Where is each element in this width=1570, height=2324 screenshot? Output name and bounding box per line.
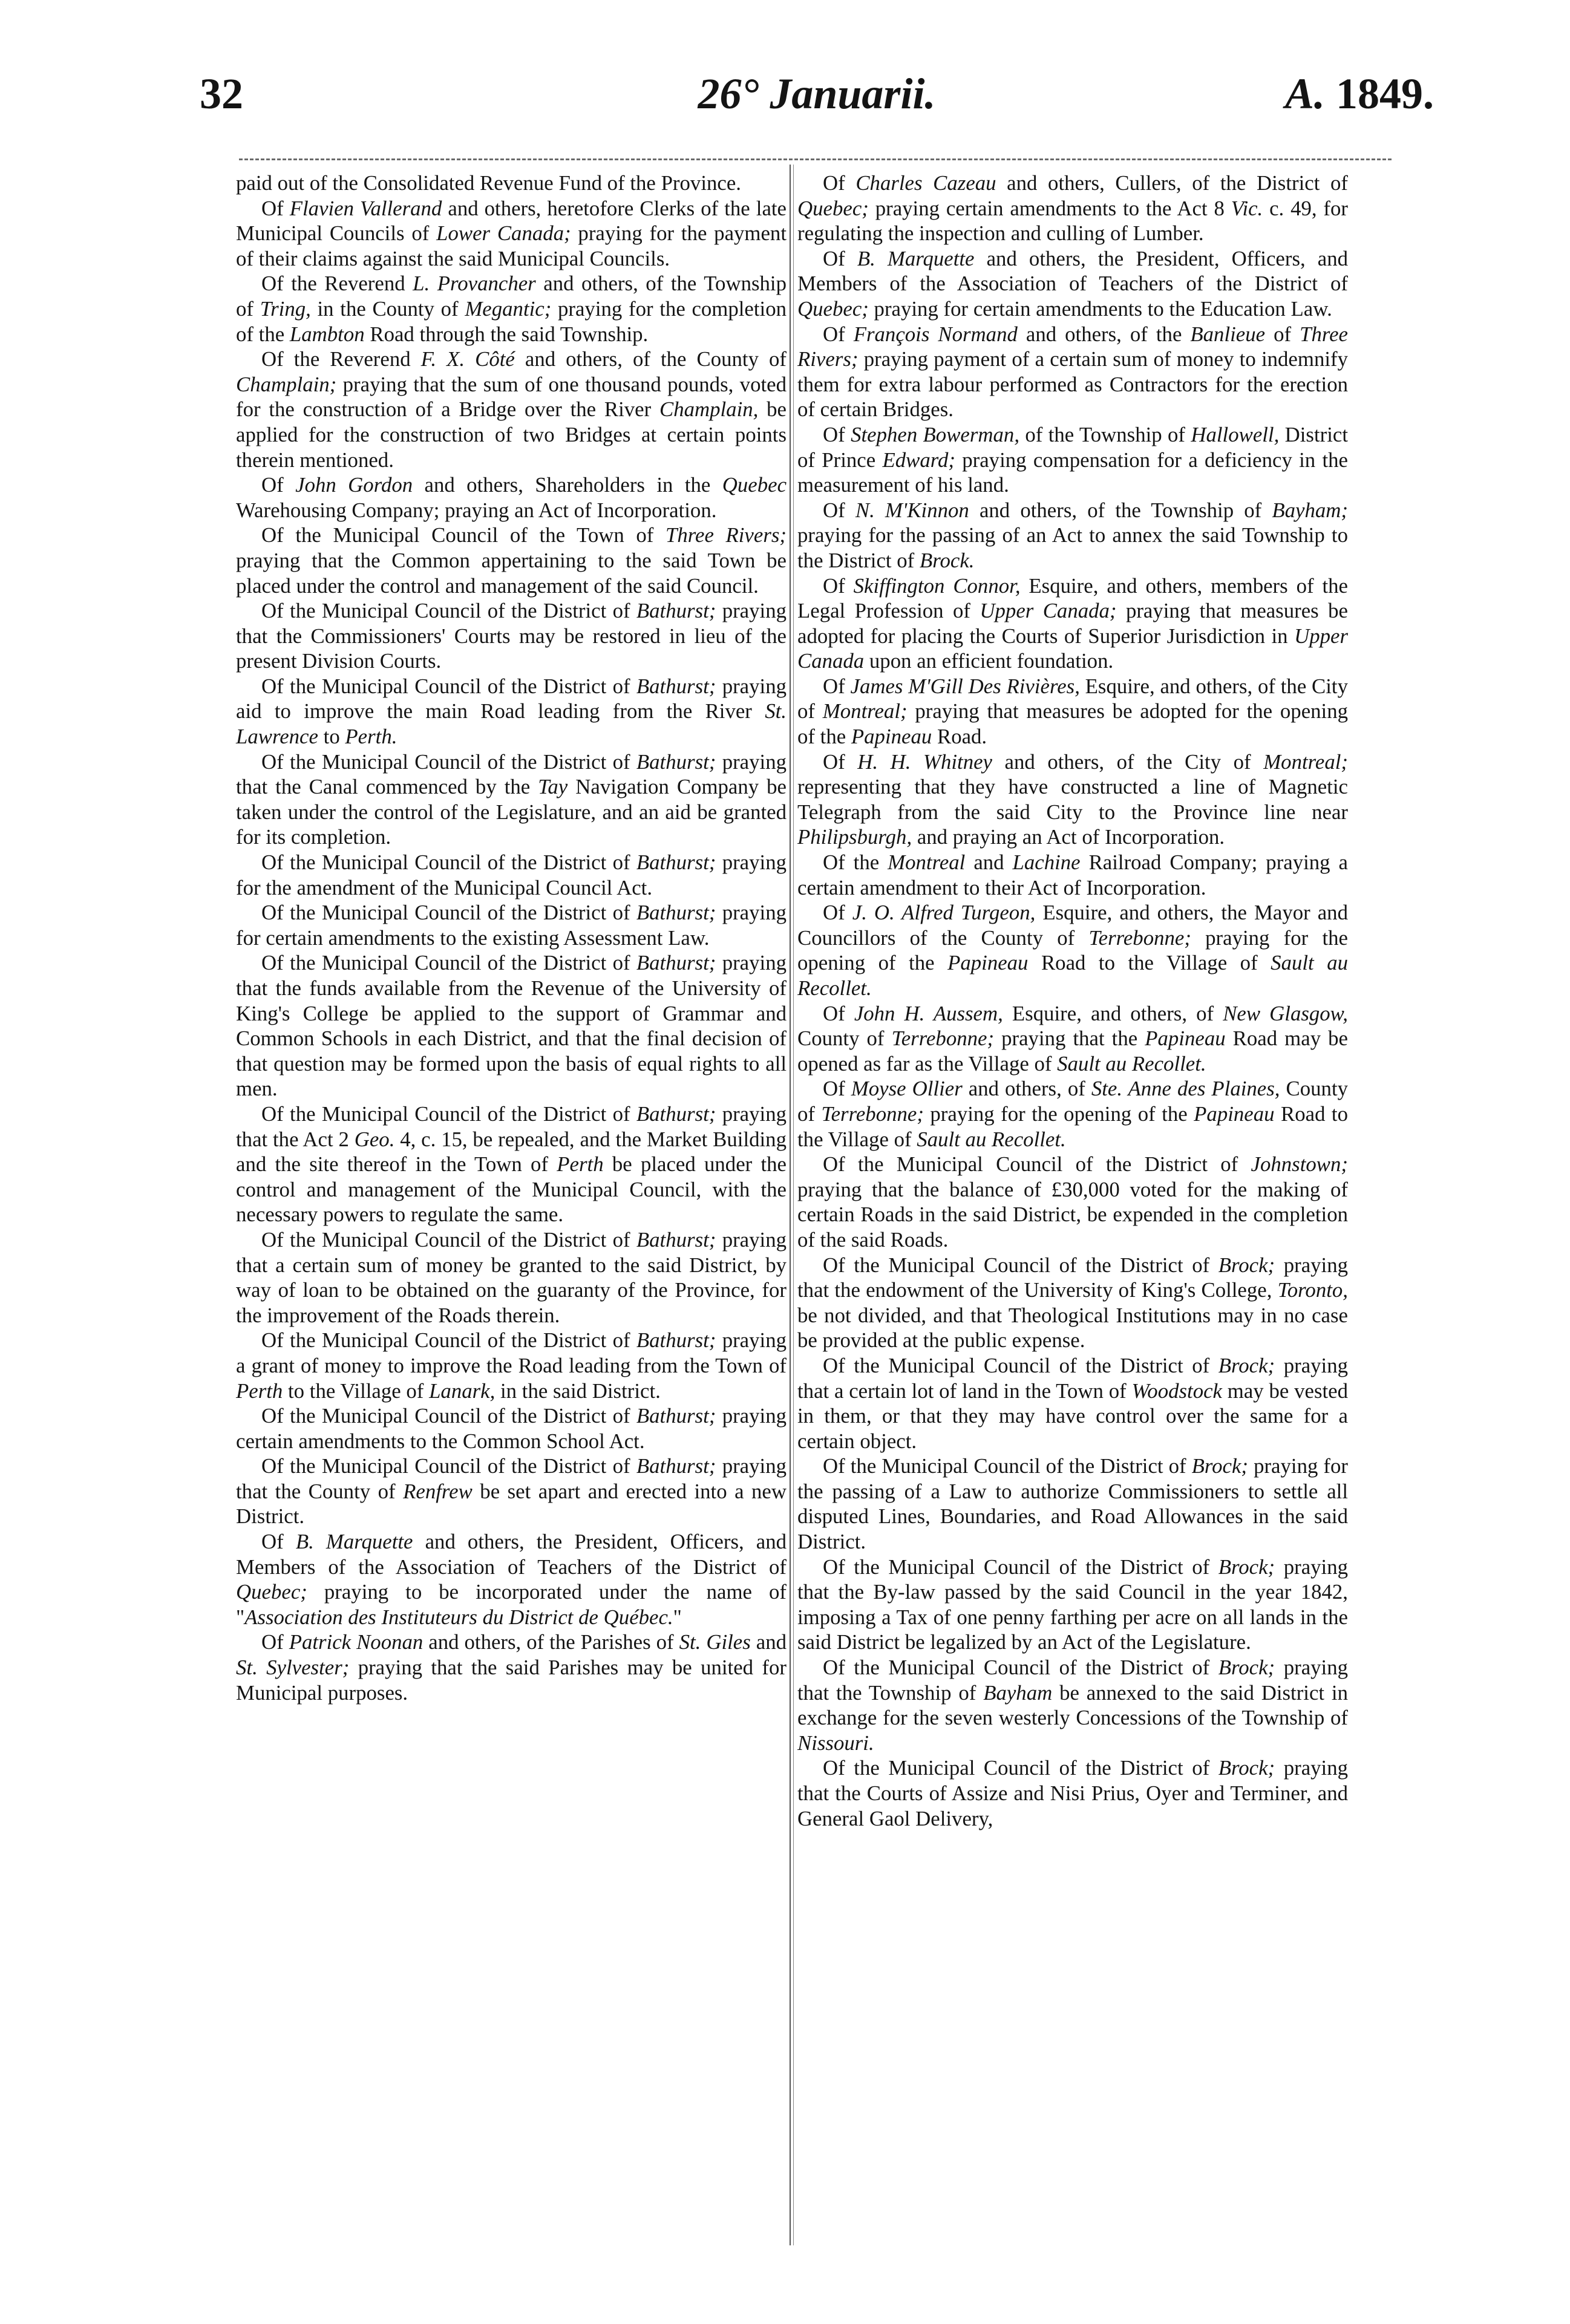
text-run: Road may be opened as far as the Village of	[797, 1027, 1348, 1076]
text-run: Esquire, and others, members of the Legal Profession of	[797, 573, 1348, 623]
italic-text: Bathurst;	[636, 1102, 716, 1126]
right-column	[797, 171, 1348, 1831]
text-run: and others, of the City of	[992, 749, 1264, 774]
italic-text: Papineau	[1194, 1102, 1275, 1126]
text-run: Of	[823, 1001, 854, 1025]
italic-text: Toronto,	[1277, 1278, 1348, 1302]
italic-text: Geo.	[354, 1127, 395, 1151]
text-run: of	[1265, 322, 1300, 346]
italic-text: Three Rivers;	[797, 322, 1348, 371]
text-run: and others, of the Township of	[236, 272, 787, 321]
text-run: praying for the opening of the	[923, 1102, 1194, 1126]
italic-text: Bathurst;	[636, 1328, 716, 1353]
petition-paragraph	[797, 900, 1348, 1000]
italic-text: Patrick Noonan	[289, 1630, 424, 1654]
italic-text: Tay	[538, 775, 568, 799]
italic-text: Terrebonne;	[1088, 925, 1191, 950]
text-run: Of	[823, 171, 856, 195]
text-run: Of the Municipal Council of the District of	[823, 1152, 1251, 1177]
italic-text: B. Marquette	[295, 1530, 413, 1554]
text-run: praying for the passing of a Law to authorize Commissioners to settle all disputed Lines, Boundaries, and Road Allowances in the said District.	[797, 1454, 1348, 1554]
italic-text: Flavien Vallerand	[289, 196, 442, 220]
text-run: praying that measures be adopted for the opening of the	[797, 699, 1349, 749]
italic-text: Champlain,	[659, 397, 759, 422]
text-run: be set apart and erected into a new District.	[236, 1479, 787, 1529]
text-run: praying that a certain lot of land in the Town of	[797, 1353, 1349, 1403]
italic-text: St. Giles	[679, 1630, 751, 1654]
italic-text: Charles Cazeau	[855, 171, 996, 195]
italic-text: John Gordon	[295, 473, 413, 497]
petition-paragraph	[236, 1630, 787, 1705]
text-run: praying that the endowment of the University of King's College,	[797, 1253, 1349, 1302]
text-run: and others, of the Township of	[969, 498, 1272, 522]
italic-text: Skiffington Connor,	[853, 573, 1021, 598]
petition-paragraph	[797, 573, 1348, 674]
text-run: Esquire, and others, of the City of	[797, 674, 1348, 723]
italic-text: Johnstown;	[1251, 1152, 1348, 1177]
text-run: 4, c. 15, be repealed, and the Market Building and the site thereof in the Town of	[236, 1127, 787, 1177]
text-run: praying that the Township of	[797, 1656, 1349, 1705]
text-run: praying for certain amendments to the existing Assessment Law.	[236, 901, 787, 950]
text-run: praying that the Common appertaining to the said Town be placed under the control and management of the said Council.	[236, 548, 787, 598]
text-run: be annexed to the said District in exchange for the seven westerly Concessions of the Township of	[797, 1680, 1349, 1730]
italic-text: Montreal;	[1263, 749, 1348, 774]
petition-paragraph	[797, 422, 1348, 498]
text-run: praying for the opening of the	[797, 925, 1348, 975]
italic-text: Vic.	[1231, 196, 1263, 220]
running-year	[1285, 64, 1434, 124]
text-run: and	[750, 1630, 787, 1654]
petition-paragraph	[236, 271, 787, 347]
petition-paragraph	[236, 472, 787, 523]
italic-text: Bathurst;	[636, 850, 716, 875]
italic-text: Sault au Recollet.	[1057, 1051, 1206, 1076]
text-run: praying to be incorporated under the name of "	[236, 1580, 787, 1629]
text-run: Of	[823, 674, 851, 698]
italic-text: F. X. Côté	[420, 347, 515, 371]
italic-text: Hallowell,	[1191, 422, 1280, 446]
header-rule	[239, 158, 1392, 160]
italic-text: Bathurst;	[636, 1227, 716, 1252]
italic-text: Brock;	[1218, 1555, 1275, 1579]
text-run: praying that the sum of one thousand pounds, voted for the construction of a Bridge over the River	[236, 372, 787, 422]
italic-text: Champlain;	[236, 372, 337, 396]
petition-paragraph	[236, 674, 787, 749]
text-run: be placed under the control and management of the Municipal Council, with the necessary powers to regulate the same.	[236, 1152, 787, 1227]
petition-paragraph	[236, 523, 787, 598]
text-run: Of the Municipal Council of the District of	[823, 1756, 1218, 1780]
petition-paragraph	[236, 1328, 787, 1403]
text-run: Of the Municipal Council of the District of	[261, 749, 636, 774]
text-run: praying that measures be adopted for placing the Courts of Superior Jurisdiction in	[797, 599, 1348, 648]
page-number: 32	[200, 70, 243, 118]
petition-paragraph	[797, 322, 1348, 422]
italic-text: Quebec	[722, 473, 787, 497]
italic-text: Papineau	[1145, 1027, 1226, 1051]
italic-text: New Glasgow,	[1223, 1001, 1349, 1025]
italic-text: Papineau	[851, 725, 932, 749]
text-run: Of	[261, 196, 290, 220]
text-run: Of the Reverend	[261, 347, 421, 371]
text-run: praying that the balance of £30,000 voted for the making of certain Roads in the said District, be expended in the completion of the said Roads.	[797, 1177, 1348, 1252]
text-run: praying that the Canal commenced by the	[236, 749, 787, 799]
text-run: Road to the Village of	[797, 1102, 1348, 1151]
text-run: praying for the completion of the	[236, 296, 787, 346]
italic-text: Upper Canada	[797, 624, 1348, 673]
text-run: Of	[261, 1630, 289, 1654]
text-run: Navigation Company be taken under the control of the Legislature, and an aid be granted for its completion.	[236, 775, 787, 849]
text-run: Of the Municipal Council of the Town of	[261, 523, 666, 547]
petition-paragraph	[797, 246, 1348, 322]
petition-paragraph	[797, 1353, 1348, 1454]
italic-text: H. H. Whitney	[857, 749, 993, 774]
italic-text: Bathurst;	[636, 1404, 716, 1428]
text-run: and others, of	[962, 1077, 1091, 1101]
italic-text: Quebec;	[797, 196, 869, 220]
italic-text: Renfrew	[403, 1479, 473, 1503]
text-run: Of	[823, 1077, 851, 1101]
italic-text: François Normand	[853, 322, 1018, 346]
column-divider-inner	[793, 165, 794, 2245]
italic-text: Bathurst;	[636, 599, 716, 623]
text-run: Of the Municipal Council of the District of	[261, 599, 636, 623]
text-run: c. 49, for regulating the inspection and culling of Lumber.	[797, 196, 1349, 246]
text-run: Of	[823, 322, 854, 346]
italic-text: Megantic;	[465, 296, 552, 321]
italic-text: Quebec;	[236, 1580, 307, 1604]
text-run: Esquire, and others, of	[1003, 1001, 1223, 1025]
petition-paragraph	[797, 498, 1348, 573]
petition-paragraph	[797, 1152, 1348, 1252]
italic-text: B. Marquette	[857, 246, 975, 270]
petition-paragraph	[797, 674, 1348, 749]
text-run: praying for the passing of an Act to annex the said Township to the District of	[797, 523, 1348, 572]
text-run: praying for the amendment of the Municipal Council Act.	[236, 850, 787, 899]
text-run: District of Prince	[797, 422, 1349, 472]
italic-text: Bathurst;	[636, 749, 716, 774]
italic-text: Stephen Bowerman,	[851, 422, 1020, 446]
italic-text: Bathurst;	[636, 674, 716, 698]
italic-text: Perth	[236, 1379, 283, 1403]
italic-text: Sault au Recollet.	[797, 951, 1348, 1000]
text-run: may be vested in them, or that they may have control over the same for a certain object.	[797, 1379, 1348, 1453]
italic-text: Montreal	[888, 850, 966, 875]
text-run: Of the	[823, 850, 888, 875]
italic-text: Brock.	[919, 548, 975, 572]
italic-text: Sault au Recollet.	[917, 1127, 1066, 1151]
text-run: in the County of	[310, 296, 465, 321]
text-run: Of the Municipal Council of the District of	[261, 1404, 636, 1428]
italic-text: Lanark,	[429, 1379, 496, 1403]
text-run: Of the Municipal Council of the District of	[261, 850, 636, 875]
text-run: representing that they have constructed a line of Magnetic Telegraph from the said City to the Province line near	[797, 775, 1348, 824]
italic-text: Moyse Ollier	[851, 1077, 963, 1101]
italic-text: Papineau	[947, 951, 1029, 975]
text-run: of the Township of	[1019, 422, 1191, 446]
text-run: Of the Municipal Council of the District of	[261, 901, 636, 925]
text-run: Of the Municipal Council of the District of	[261, 1102, 636, 1126]
petition-paragraph	[797, 850, 1348, 900]
petition-paragraph	[797, 1253, 1348, 1353]
running-header	[200, 64, 1434, 130]
running-date: 26° Januarii.	[698, 70, 936, 118]
text-run: and others, of the	[1017, 322, 1191, 346]
text-run: praying that the Commissioners' Courts may be restored in lieu of the present Division Courts.	[236, 599, 787, 673]
text-run: praying that the funds available from the Revenue of the University of King's College be applied to the support of Grammar and Common Schools in each District, and that the final decision of that question may be formed upon the basis of equal rights to all men.	[236, 951, 787, 1101]
text-run: Of	[823, 246, 857, 270]
petition-paragraph	[236, 900, 787, 950]
text-run: praying aid to improve the main Road leading from the River	[236, 674, 787, 723]
italic-text: Three Rivers;	[666, 523, 787, 547]
text-run: Of the Municipal Council of the District of	[823, 1454, 1192, 1478]
text-run: Of	[823, 422, 851, 446]
italic-text: Edward;	[882, 448, 955, 472]
petition-paragraph	[797, 1454, 1348, 1554]
column-divider	[790, 165, 791, 2245]
italic-text: St. Lawrence	[236, 699, 787, 749]
petition-paragraph	[797, 171, 1348, 246]
text-run: Of the Reverend	[261, 272, 413, 296]
italic-text: James M'Gill Des Rivières,	[850, 674, 1080, 698]
text-run: praying for certain amendments to the Education Law.	[868, 296, 1332, 321]
text-run: Road.	[932, 725, 987, 749]
text-run: Of	[261, 473, 296, 497]
petition-paragraph	[797, 1076, 1348, 1152]
petition-paragraph	[236, 598, 787, 674]
italic-text: Ste. Anne des Plaines,	[1091, 1077, 1280, 1101]
italic-text: Tring,	[260, 296, 311, 321]
text-run: Of	[261, 1530, 296, 1554]
text-run: and others, the President, Officers, and Members of the Association of Teachers of the District of	[236, 1530, 787, 1579]
italic-text: Montreal;	[822, 699, 908, 723]
italic-text: Woodstock	[1131, 1379, 1222, 1403]
text-run: Of	[823, 749, 858, 774]
italic-text: Brock;	[1218, 1656, 1275, 1680]
italic-text: Upper Canada;	[980, 599, 1117, 623]
petition-paragraph	[236, 347, 787, 472]
text-run: Railroad Company; praying a certain amendment to their Act of Incorporation.	[797, 850, 1348, 899]
text-run: praying compensation for a deficiency in the measurement of his land.	[797, 448, 1348, 497]
petition-paragraph	[236, 1102, 787, 1227]
text-run: Of	[823, 901, 852, 925]
text-run: County of	[797, 1077, 1349, 1126]
text-run: Esquire, and others, the Mayor and Councillors of the County of	[797, 901, 1348, 950]
italic-text: John H. Aussem,	[854, 1001, 1003, 1025]
petition-paragraph	[797, 1755, 1348, 1831]
text-run: County of	[797, 1027, 892, 1051]
italic-text: L. Provancher	[413, 272, 536, 296]
petition-paragraph	[797, 1555, 1348, 1655]
text-run: upon an efficient foundation.	[864, 649, 1114, 673]
petition-paragraph	[236, 196, 787, 272]
text-run: and	[965, 850, 1013, 875]
text-run: Of the Municipal Council of the District of	[823, 1253, 1218, 1277]
italic-text: Brock;	[1218, 1353, 1275, 1377]
text-run: in the said District.	[495, 1379, 661, 1403]
text-run: and others, Shareholders in the	[413, 473, 722, 497]
text-run: Of the Municipal Council of the District of	[823, 1353, 1218, 1377]
petition-paragraph	[236, 1454, 787, 1529]
petition-paragraph	[797, 1001, 1348, 1077]
petition-paragraph	[236, 1227, 787, 1328]
text-run: Of the Municipal Council of the District of	[261, 1227, 636, 1252]
text-run: Road to the Village of	[1028, 951, 1271, 975]
italic-text: Banlieue	[1190, 322, 1266, 346]
italic-text: Brock;	[1218, 1756, 1275, 1780]
text-run: Road through the said Township.	[364, 322, 649, 346]
italic-text: Bathurst;	[636, 951, 716, 975]
italic-text: Perth	[557, 1152, 604, 1177]
italic-text: Bayham;	[1272, 498, 1348, 522]
text-run: Of the Municipal Council of the District of	[823, 1555, 1218, 1579]
text-run: praying that the County of	[236, 1454, 787, 1503]
text-run: be not divided, and that Theological Institutions may in no case be provided at the public expense.	[797, 1303, 1348, 1353]
text-run: praying that the By-law passed by the said Council in the year 1842, imposing a Tax of one penny farthing per acre on all lands in the said District be legalized by an Act of the Legislature.	[797, 1555, 1349, 1654]
text-run: to	[318, 725, 345, 749]
italic-text: Bathurst;	[636, 1454, 716, 1478]
italic-text: Lachine	[1012, 850, 1081, 875]
text-run: Of the Municipal Council of the District of	[261, 674, 636, 698]
text-run: Of the Municipal Council of the District of	[261, 951, 636, 975]
text-run: praying that the Courts of Assize and Nisi Prius, Oyer and Terminer, and General Gaol Delivery,	[797, 1756, 1349, 1830]
italic-text: Brock;	[1191, 1454, 1249, 1478]
text-run: "	[673, 1605, 682, 1629]
text-run: praying that the said Parishes may be united for Municipal purposes.	[236, 1656, 787, 1705]
year-value: 1849.	[1336, 70, 1434, 118]
year-prefix: A.	[1284, 70, 1325, 118]
italic-text: Lambton	[289, 322, 365, 346]
text-run: and others, heretofore Clerks of the late Municipal Councils of	[236, 196, 787, 246]
text-run: and praying an Act of Incorporation.	[912, 825, 1225, 849]
petition-paragraph	[236, 1529, 787, 1630]
petition-paragraph	[236, 1403, 787, 1454]
italic-text: Lower Canada;	[436, 221, 571, 246]
text-run: Of the Municipal Council of the District of	[823, 1656, 1218, 1680]
petition-paragraph	[236, 850, 787, 900]
italic-text: Perth.	[345, 725, 397, 749]
italic-text: Philipsburgh,	[797, 825, 912, 849]
italic-text: J. O. Alfred Turgeon,	[852, 901, 1036, 925]
text-run: and others, the President, Officers, and Members of the Association of Teachers of the District of	[797, 246, 1349, 296]
italic-text: Nissouri.	[797, 1731, 874, 1755]
text-run: Of	[823, 573, 854, 598]
text-run: and others, of the County of	[514, 347, 787, 371]
text-run: Of	[823, 498, 855, 522]
text-run: praying that the Act 2	[236, 1102, 787, 1151]
text-run: praying that a certain sum of money be granted to the said District, by way of loan to be obtained on the guaranty of the Province, for the improvement of the Roads therein.	[236, 1227, 787, 1327]
text-run: praying a grant of money to improve the Road leading from the Town of	[236, 1328, 787, 1377]
text-run: paid out of the Consolidated Revenue Fund of the Province.	[236, 171, 741, 195]
text-run: be applied for the construction of two Bridges at certain points therein mentioned.	[236, 397, 787, 472]
italic-text: Bathurst;	[636, 901, 716, 925]
italic-text: Bayham	[983, 1680, 1053, 1705]
text-run: praying that the	[994, 1027, 1145, 1051]
text-run: and others, of the Parishes of	[423, 1630, 679, 1654]
text-run: praying certain amendments to the Act 8	[868, 196, 1231, 220]
italic-text: Brock;	[1218, 1253, 1275, 1277]
text-run: Of the Municipal Council of the District of	[261, 1328, 636, 1353]
italic-text: N. M'Kinnon	[855, 498, 969, 522]
text-run: Of the Municipal Council of the District of	[261, 1454, 636, 1478]
text-run: praying for the payment of their claims against the said Municipal Councils.	[236, 221, 787, 270]
left-column	[236, 171, 787, 1705]
petition-paragraph	[797, 1655, 1348, 1755]
petition-paragraph	[236, 950, 787, 1102]
text-run: Warehousing Company; praying an Act of Incorporation.	[236, 498, 717, 522]
petition-paragraph	[236, 749, 787, 850]
text-run: praying payment of a certain sum of money to indemnify them for extra labour performed as Contractors for the erection of certain Bridges.	[797, 347, 1348, 422]
italic-text: Terrebonne;	[891, 1027, 995, 1051]
italic-text: Quebec;	[797, 296, 869, 321]
text-run: praying certain amendments to the Common School Act.	[236, 1404, 787, 1453]
text-run: and others, Cullers, of the District of	[996, 171, 1348, 195]
italic-text: Terrebonne;	[821, 1102, 924, 1126]
italic-text: Association des Instituteurs du District de Québec.	[244, 1605, 673, 1629]
italic-text: St. Sylvester;	[236, 1656, 350, 1680]
text-run: to the Village of	[283, 1379, 430, 1403]
petition-paragraph	[797, 749, 1348, 850]
petition-paragraph	[236, 171, 787, 196]
